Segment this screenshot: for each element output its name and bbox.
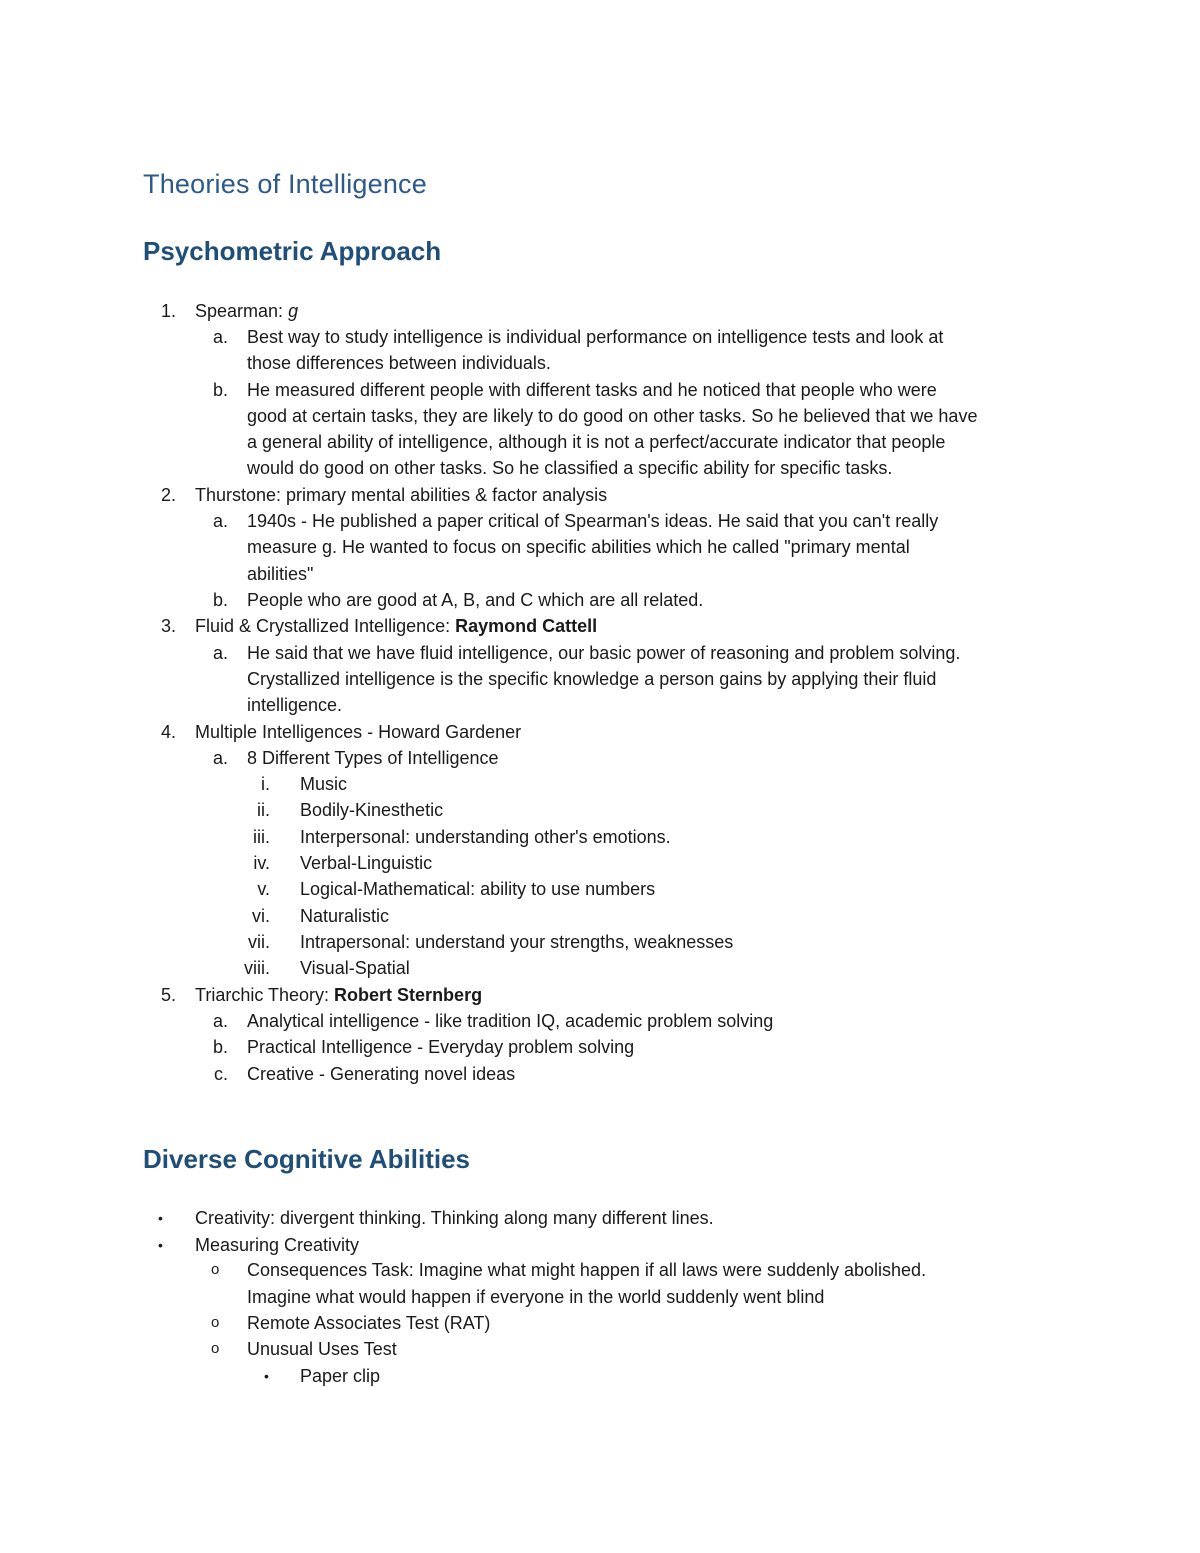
bullet-disc-icon: • bbox=[158, 1210, 163, 1226]
list-marker: a. bbox=[212, 1011, 228, 1031]
list-marker: a. bbox=[212, 748, 228, 768]
list-item bbox=[0, 824, 1200, 850]
item-label-italic: g bbox=[288, 301, 299, 321]
item-text: measure g. He wanted to focus on specific abilities which he called "primary mental bbox=[247, 537, 910, 557]
item-text: would do good on other tasks. So he classified a specific ability for specific tasks. bbox=[247, 458, 893, 478]
item-text: He measured different people with different tasks and he noticed that people who were bbox=[247, 380, 937, 400]
list-marker: vii. bbox=[248, 932, 270, 952]
item-label-bold: Robert Sternberg bbox=[334, 985, 483, 1005]
bullet-disc-icon: • bbox=[158, 1237, 163, 1253]
list-marker: v. bbox=[257, 879, 270, 899]
list-item bbox=[0, 1008, 1200, 1034]
item-text: Practical Intelligence - Everyday problem solving bbox=[247, 1037, 635, 1057]
list-item-continuation bbox=[0, 1284, 1200, 1310]
list-item bbox=[0, 745, 1200, 771]
list-item bbox=[0, 1205, 1200, 1231]
item-text: those differences between individuals. bbox=[247, 353, 551, 373]
item-label: Spearman: bbox=[195, 301, 289, 321]
list-marker: i. bbox=[261, 774, 270, 794]
item-text: Visual-Spatial bbox=[300, 958, 410, 978]
list-item bbox=[0, 797, 1200, 823]
item-text: Consequences Task: Imagine what might happen if all laws were suddenly abolished. bbox=[247, 1260, 927, 1280]
list-item-continuation bbox=[0, 455, 1200, 481]
list-marker: 3. bbox=[160, 616, 176, 636]
item-text: Crystallized intelligence is the specific knowledge a person gains by applying their fluid bbox=[247, 669, 937, 689]
item-text: People who are good at A, B, and C which are all related. bbox=[247, 590, 704, 610]
list-item bbox=[0, 298, 1200, 324]
item-text: 1940s - He published a paper critical of Spearman's ideas. He said that you can't really bbox=[247, 511, 939, 531]
list-item bbox=[0, 1257, 1200, 1283]
list-marker: a. bbox=[212, 511, 228, 531]
list-item bbox=[0, 324, 1200, 350]
list-item bbox=[0, 377, 1200, 403]
item-label: Triarchic Theory: bbox=[195, 985, 335, 1005]
item-text: good at certain tasks, they are likely to do good on other tasks. So he believed that we have bbox=[247, 406, 978, 426]
list-marker: viii. bbox=[244, 958, 270, 978]
bullet-circle-icon: o bbox=[211, 1340, 220, 1357]
item-text: Imagine what would happen if everyone in the world suddenly went blind bbox=[247, 1287, 825, 1307]
item-label-bold: Raymond Cattell bbox=[455, 616, 598, 636]
list-marker: 1. bbox=[160, 301, 176, 321]
item-text: Analytical intelligence - like tradition IQ, academic problem solving bbox=[247, 1011, 774, 1031]
list-item bbox=[0, 719, 1200, 745]
list-item bbox=[0, 850, 1200, 876]
list-item-continuation bbox=[0, 534, 1200, 560]
item-text: Unusual Uses Test bbox=[247, 1339, 397, 1359]
list-item bbox=[0, 1336, 1200, 1362]
list-marker: ii. bbox=[257, 800, 270, 820]
item-text: Creativity: divergent thinking. Thinking along many different lines. bbox=[195, 1208, 714, 1228]
list-item bbox=[0, 876, 1200, 902]
bullet-disc-icon: • bbox=[264, 1368, 269, 1384]
list-marker: a. bbox=[212, 643, 228, 663]
item-label: Fluid & Crystallized Intelligence: bbox=[195, 616, 456, 636]
list-marker: 2. bbox=[160, 485, 176, 505]
item-text: Naturalistic bbox=[300, 906, 390, 926]
item-text: Bodily-Kinesthetic bbox=[300, 800, 444, 820]
list-item-continuation bbox=[0, 350, 1200, 376]
list-item-continuation bbox=[0, 666, 1200, 692]
section-heading-psychometric: Psychometric Approach bbox=[143, 236, 442, 266]
list-item-continuation bbox=[0, 692, 1200, 718]
section-heading-cognitive: Diverse Cognitive Abilities bbox=[143, 1144, 471, 1174]
item-text: intelligence. bbox=[247, 695, 343, 715]
list-item bbox=[0, 640, 1200, 666]
list-item bbox=[0, 771, 1200, 797]
item-text: Logical-Mathematical: ability to use numbers bbox=[300, 879, 656, 899]
item-text: Best way to study intelligence is individual performance on intelligence tests and look at bbox=[247, 327, 944, 347]
list-item bbox=[0, 482, 1200, 508]
item-text: a general ability of intelligence, although it is not a perfect/accurate indicator that people bbox=[247, 432, 946, 452]
list-item-continuation bbox=[0, 561, 1200, 587]
item-text: He said that we have fluid intelligence, our basic power of reasoning and problem solving. bbox=[247, 643, 961, 663]
item-text: Measuring Creativity bbox=[195, 1235, 360, 1255]
item-text: 8 Different Types of Intelligence bbox=[247, 748, 499, 768]
list-marker: vi. bbox=[252, 906, 270, 926]
list-marker: b. bbox=[212, 380, 228, 400]
list-item bbox=[0, 982, 1200, 1008]
list-item bbox=[0, 1061, 1200, 1087]
item-text: Remote Associates Test (RAT) bbox=[247, 1313, 491, 1333]
list-marker: b. bbox=[212, 1037, 228, 1057]
item-text: abilities" bbox=[247, 564, 314, 584]
item-text: Intrapersonal: understand your strengths, weaknesses bbox=[300, 932, 734, 952]
list-item bbox=[0, 1034, 1200, 1060]
bullet-circle-icon: o bbox=[211, 1261, 220, 1278]
item-text: Music bbox=[300, 774, 348, 794]
list-marker: 4. bbox=[160, 722, 176, 742]
list-marker: c. bbox=[213, 1064, 228, 1084]
list-item bbox=[0, 1363, 1200, 1389]
list-marker: iv. bbox=[253, 853, 270, 873]
item-label: Thurstone: primary mental abilities & factor analysis bbox=[195, 485, 608, 505]
list-marker: iii. bbox=[253, 827, 270, 847]
list-item-continuation bbox=[0, 429, 1200, 455]
list-item bbox=[0, 587, 1200, 613]
list-marker: a. bbox=[212, 327, 228, 347]
item-text: Creative - Generating novel ideas bbox=[247, 1064, 516, 1084]
list-item bbox=[0, 1310, 1200, 1336]
bullet-circle-icon: o bbox=[211, 1314, 220, 1331]
item-text: Verbal-Linguistic bbox=[300, 853, 433, 873]
item-label: Multiple Intelligences - Howard Gardener bbox=[195, 722, 522, 742]
list-item bbox=[0, 903, 1200, 929]
list-item bbox=[0, 955, 1200, 981]
list-marker: b. bbox=[212, 590, 228, 610]
list-item bbox=[0, 929, 1200, 955]
list-item bbox=[0, 613, 1200, 639]
document-title: Theories of Intelligence bbox=[143, 169, 427, 199]
list-item bbox=[0, 508, 1200, 534]
item-text: Paper clip bbox=[300, 1366, 381, 1386]
list-item bbox=[0, 1232, 1200, 1258]
item-text: Interpersonal: understanding other's emotions. bbox=[300, 827, 671, 847]
list-marker: 5. bbox=[160, 985, 176, 1005]
list-item-continuation bbox=[0, 403, 1200, 429]
